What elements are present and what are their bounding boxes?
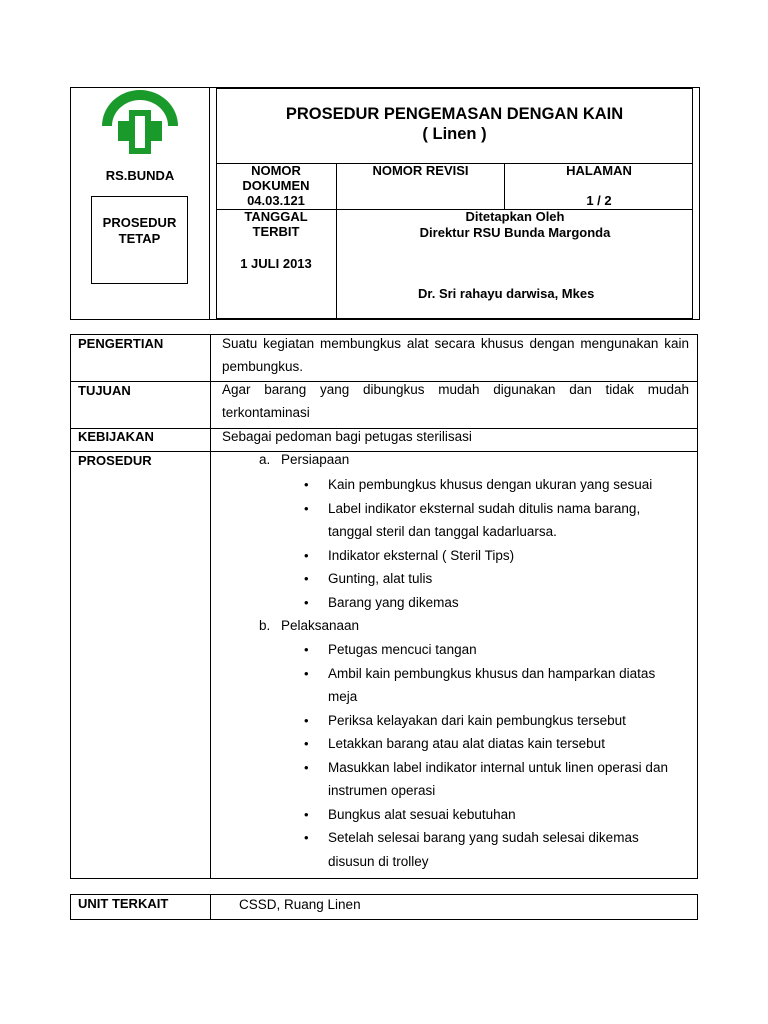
- prosedur-label: PROSEDUR: [78, 453, 152, 468]
- bullet-item: [304, 803, 694, 827]
- related-unit-row: [70, 894, 698, 920]
- page-label: HALAMAN: [566, 163, 632, 178]
- established-by-line2: Direktur RSU Bunda Margonda: [419, 225, 611, 240]
- bullet-item-text: Ambil kain pembungkus khusus dan hamparkan diatas: [328, 665, 656, 681]
- prosedur-part-b-title: Pelaksanaan: [281, 618, 360, 633]
- prosedur-part-a-marker: a.: [259, 452, 271, 467]
- bullet-dot-icon: •: [304, 830, 309, 845]
- bullet-dot-icon: •: [304, 759, 309, 775]
- bullet-item-text: Periksa kelayakan dari kain pembungkus tersebut: [328, 712, 626, 728]
- bullet-dot-icon: •: [304, 500, 309, 516]
- bullet-dot-icon: •: [304, 736, 309, 751]
- bullet-item-text: Bungkus alat sesuai kebutuhan: [328, 806, 516, 822]
- green-cross-logo-icon: [98, 88, 182, 156]
- bullet-item: [304, 591, 694, 615]
- tujuan-text-line2: terkontaminasi: [222, 405, 310, 420]
- bullet-item: [304, 826, 694, 873]
- procedure-type-line2: TETAP: [118, 231, 161, 246]
- bullet-item-text: Letakkan barang atau alat diatas kain tersebut: [328, 736, 605, 751]
- bullet-dot-icon: •: [304, 571, 309, 586]
- issue-date-label-line2: TERBIT: [252, 224, 300, 239]
- header-col-line: [336, 163, 337, 319]
- kebijakan-text: Sebagai pedoman bagi petugas sterilisasi: [222, 429, 472, 444]
- doc-number-block: [216, 163, 336, 208]
- pengertian-text-line2: pembungkus.: [222, 359, 304, 374]
- page-value: 1 / 2: [586, 193, 612, 208]
- bullet-item: [304, 567, 694, 591]
- issue-date-block: [216, 209, 336, 239]
- bullet-item-text: Indikator eksternal ( Steril Tips): [328, 547, 515, 563]
- bullet-item-text: Kain pembungkus khusus dengan ukuran yang sesuai: [328, 477, 653, 492]
- doc-number-value: 04.03.121: [247, 193, 305, 208]
- issue-date-label-line1: TANGGAL: [244, 209, 308, 224]
- bullet-item-text: meja: [328, 689, 358, 704]
- kebijakan-label: KEBIJAKAN: [78, 429, 154, 444]
- bullet-dot-icon: •: [304, 477, 309, 492]
- header-divider: [209, 87, 210, 320]
- bullet-dot-icon: •: [304, 642, 309, 657]
- tujuan-text-line1: Agar barang yang dibungkus mudah digunakan dan tidak mudah: [222, 382, 689, 397]
- preparation-list: [304, 473, 694, 614]
- bullet-item: [304, 662, 694, 709]
- table-col-divider: [210, 895, 211, 919]
- procedure-type-box: [91, 196, 188, 284]
- bullet-item: [304, 497, 694, 544]
- bullet-dot-icon: •: [304, 594, 309, 610]
- doc-number-label-line1: NOMOR: [251, 163, 301, 178]
- established-by-block: [337, 209, 693, 241]
- issue-date-value: 1 JULI 2013: [240, 256, 312, 271]
- bullet-item-text: tanggal steril dan tanggal kadarluarsa.: [328, 524, 557, 539]
- procedure-table: [70, 334, 698, 879]
- bullet-item: [304, 756, 694, 803]
- bullet-item-text: instrumen operasi: [328, 783, 436, 798]
- bullet-item-text: Label indikator eksternal sudah ditulis nama barang,: [328, 500, 641, 516]
- hospital-name: RS.BUNDA: [105, 168, 175, 183]
- revision-label: NOMOR REVISI: [372, 163, 469, 178]
- bullet-item: [304, 473, 694, 497]
- bullet-item: [304, 544, 694, 568]
- bullet-item: [304, 732, 694, 756]
- bullet-item-text: Petugas mencuci tangan: [328, 642, 477, 657]
- bullet-item-text: disusun di trolley: [328, 853, 429, 869]
- doc-number-label-line2: DOKUMEN: [242, 178, 310, 193]
- prosedur-part-a-title: Persiapaan: [281, 452, 350, 467]
- tujuan-label: TUJUAN: [78, 383, 131, 398]
- procedure-type-line1: PROSEDUR: [102, 215, 177, 230]
- bullet-dot-icon: •: [304, 547, 309, 563]
- bullet-dot-icon: •: [304, 712, 309, 728]
- bullet-item: [304, 709, 694, 733]
- pengertian-text-line1: Suatu kegiatan membungkus alat secara khusus dengan mengunakan kain: [222, 336, 689, 351]
- signatory-name: Dr. Sri rahayu darwisa, Mkes: [418, 286, 595, 301]
- execution-list: [304, 638, 694, 873]
- bullet-dot-icon: •: [304, 806, 309, 822]
- bullet-item-text: Gunting, alat tulis: [328, 571, 433, 586]
- bullet-dot-icon: •: [304, 665, 309, 681]
- hospital-logo: [98, 88, 182, 156]
- bullet-item: [304, 638, 694, 662]
- bullet-item-text: Setelah selesai barang yang sudah selesai dikemas: [328, 830, 639, 845]
- unit-terkait-label: UNIT TERKAIT: [78, 896, 169, 911]
- bullet-item-text: Barang yang dikemas: [328, 594, 459, 610]
- table-row-line: [71, 451, 697, 452]
- pengertian-label: PENGERTIAN: [78, 336, 164, 351]
- bullet-item-text: Masukkan label indikator internal untuk linen operasi dan: [328, 759, 668, 775]
- established-by-line1: Ditetapkan Oleh: [465, 209, 565, 224]
- table-col-divider: [210, 335, 211, 878]
- document-title: PROSEDUR PENGEMASAN DENGAN KAIN: [285, 105, 624, 123]
- document-subtitle: ( Linen ): [422, 125, 487, 143]
- unit-terkait-value: CSSD, Ruang Linen: [239, 897, 361, 912]
- prosedur-part-b-marker: b.: [259, 618, 271, 633]
